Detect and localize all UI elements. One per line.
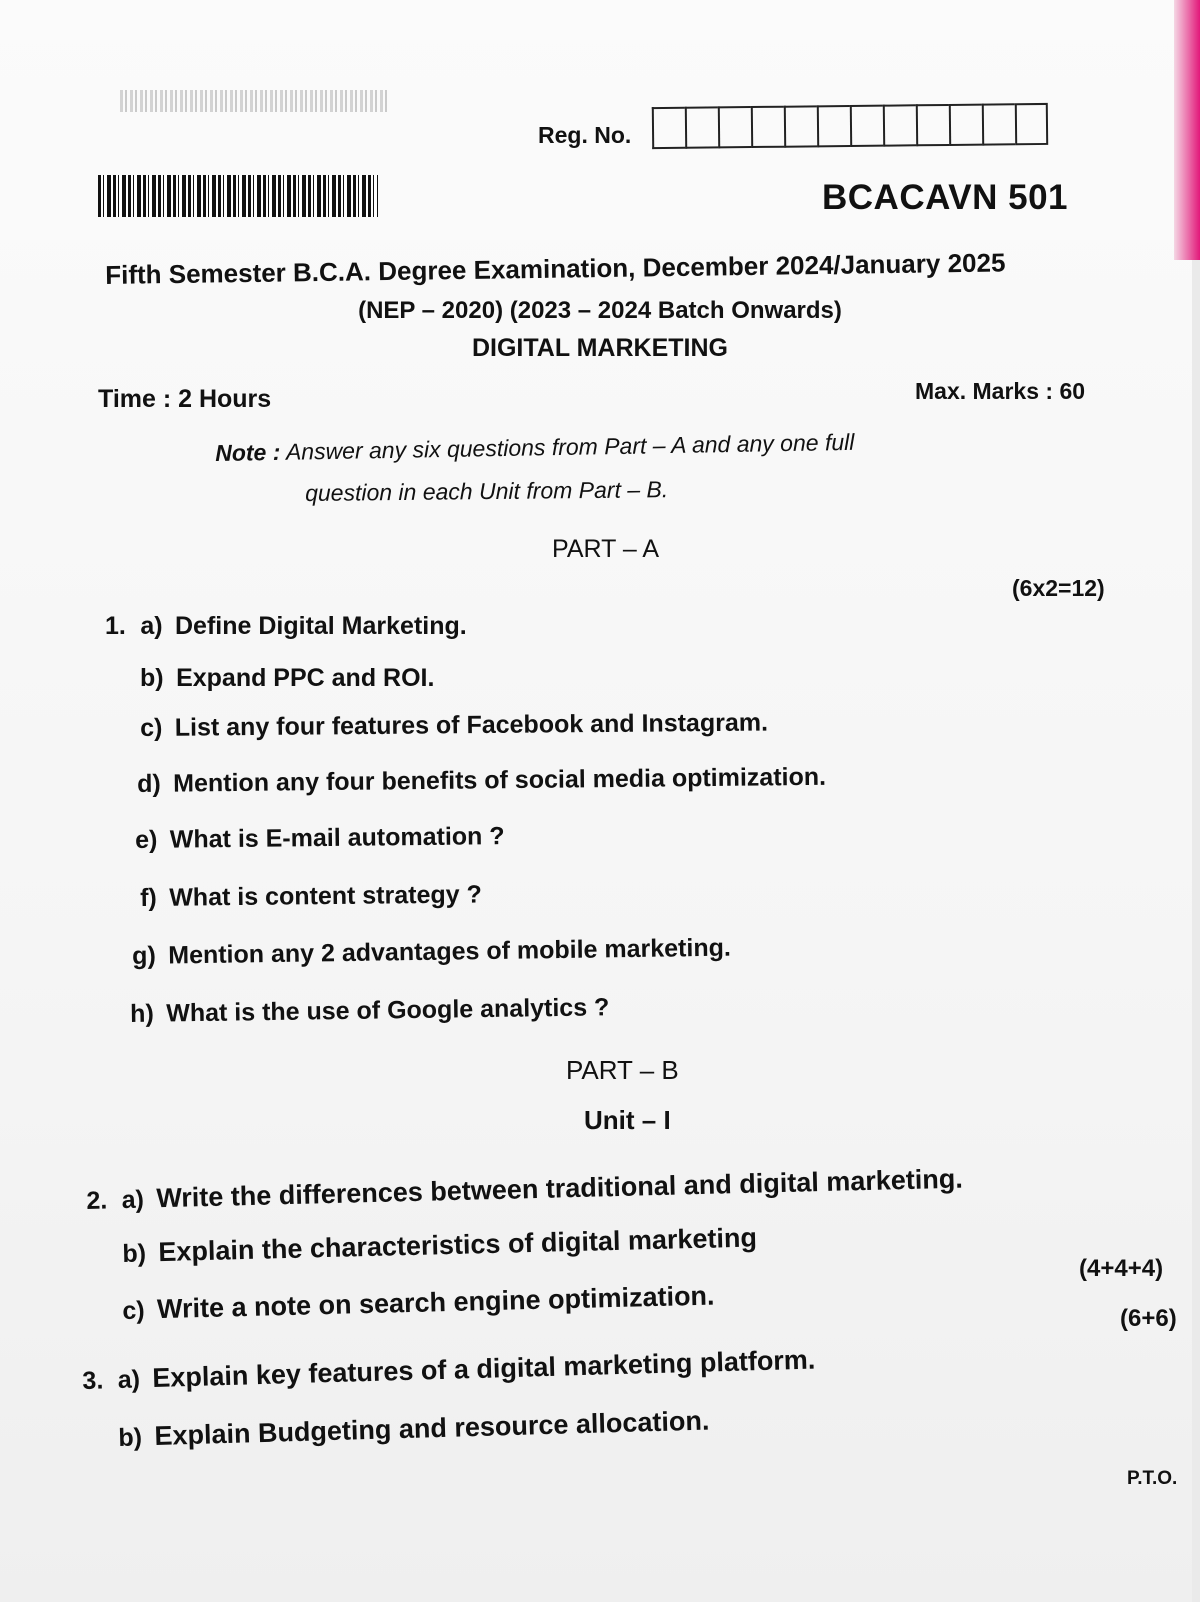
part-a-marks: (6x2=12) (1012, 575, 1105, 601)
reg-no-box[interactable] (883, 104, 916, 146)
max-marks: Max. Marks : 60 (915, 378, 1086, 404)
reg-no-box[interactable] (685, 106, 718, 148)
reg-no-box[interactable] (718, 106, 751, 148)
paper-code: BCACAVN 501 (822, 178, 1069, 217)
faint-barcode (120, 90, 390, 112)
item-text: Write a note on search engine optimization. (156, 1280, 715, 1325)
part-b-heading: PART – B (566, 1055, 679, 1085)
item-text: List any four features of Facebook and Instagram. (174, 708, 769, 742)
item-text: What is the use of Google analytics ? (166, 993, 610, 1028)
question-1e (135, 822, 505, 855)
item-text: What is content strategy ? (169, 880, 482, 912)
exam-scheme: (NEP – 2020) (2023 – 2024 Batch Onwards) (358, 297, 842, 324)
item-label: a) (121, 1185, 145, 1215)
item-text: Expand PPC and ROI. (176, 664, 435, 692)
item-label: c) (122, 1296, 145, 1325)
question-number: 2. (86, 1186, 108, 1215)
item-label: f) (140, 883, 157, 912)
question-number: 1. (105, 612, 126, 640)
item-label: a) (140, 612, 163, 640)
item-text: Write the differences between traditional and digital marketing. (155, 1163, 964, 1214)
item-label: e) (135, 825, 158, 854)
item-label: b) (140, 664, 164, 692)
item-text: What is E-mail automation ? (169, 822, 505, 854)
item-label: c) (140, 713, 163, 742)
reg-no-box[interactable] (817, 105, 850, 147)
item-text: Define Digital Marketing. (175, 612, 467, 640)
item-label: h) (130, 999, 154, 1028)
question-number: 3. (82, 1366, 104, 1395)
item-text: Mention any 2 advantages of mobile marketing. (168, 933, 732, 970)
item-text: Mention any four benefits of social media optimization. (173, 762, 827, 798)
reg-no-label: Reg. No. (538, 122, 632, 148)
item-label: a) (117, 1365, 141, 1395)
time-allowed: Time : 2 Hours (98, 385, 272, 413)
reg-no-box[interactable] (1015, 103, 1048, 145)
question-2-marks: (4+4+4) (1079, 1255, 1164, 1282)
pink-edge-strip (1174, 0, 1200, 260)
item-label: d) (137, 769, 161, 798)
reg-no-box[interactable] (949, 104, 982, 146)
reg-no-box[interactable] (784, 105, 817, 147)
question-1a (105, 612, 467, 641)
question-3-marks: (6+6) (1120, 1305, 1177, 1332)
instructions-line-2: question in each Unit from Part – B. (305, 476, 669, 506)
reg-no-box[interactable] (652, 107, 685, 149)
reg-no-box[interactable] (850, 105, 883, 147)
question-1c (140, 709, 768, 743)
item-label: b) (122, 1239, 147, 1268)
note-text-1: Answer any six questions from Part – A and any one full (285, 428, 855, 465)
part-a-heading: PART – A (552, 535, 660, 563)
reg-no-box[interactable] (982, 103, 1015, 145)
exam-title: Fifth Semester B.C.A. Degree Examination, December 2024/January 2025 (105, 247, 1006, 290)
reg-no-box[interactable] (751, 106, 784, 148)
barcode (98, 175, 378, 217)
pto-label: P.T.O. (1127, 1468, 1178, 1489)
item-label: g) (132, 941, 156, 970)
note-lead: Note : (215, 438, 281, 466)
item-text: Explain Budgeting and resource allocation. (154, 1405, 710, 1451)
item-label: b) (118, 1423, 143, 1452)
item-text: Explain the characteristics of digital marketing (158, 1222, 758, 1268)
reg-no-boxes[interactable] (652, 103, 1048, 149)
unit-heading: Unit – I (584, 1105, 671, 1135)
subject-title: DIGITAL MARKETING (471, 334, 728, 362)
question-1b (140, 664, 434, 693)
question-1f (140, 880, 482, 913)
reg-no-box[interactable] (916, 104, 949, 146)
item-text: Explain key features of a digital marketing platform. (151, 1344, 816, 1394)
